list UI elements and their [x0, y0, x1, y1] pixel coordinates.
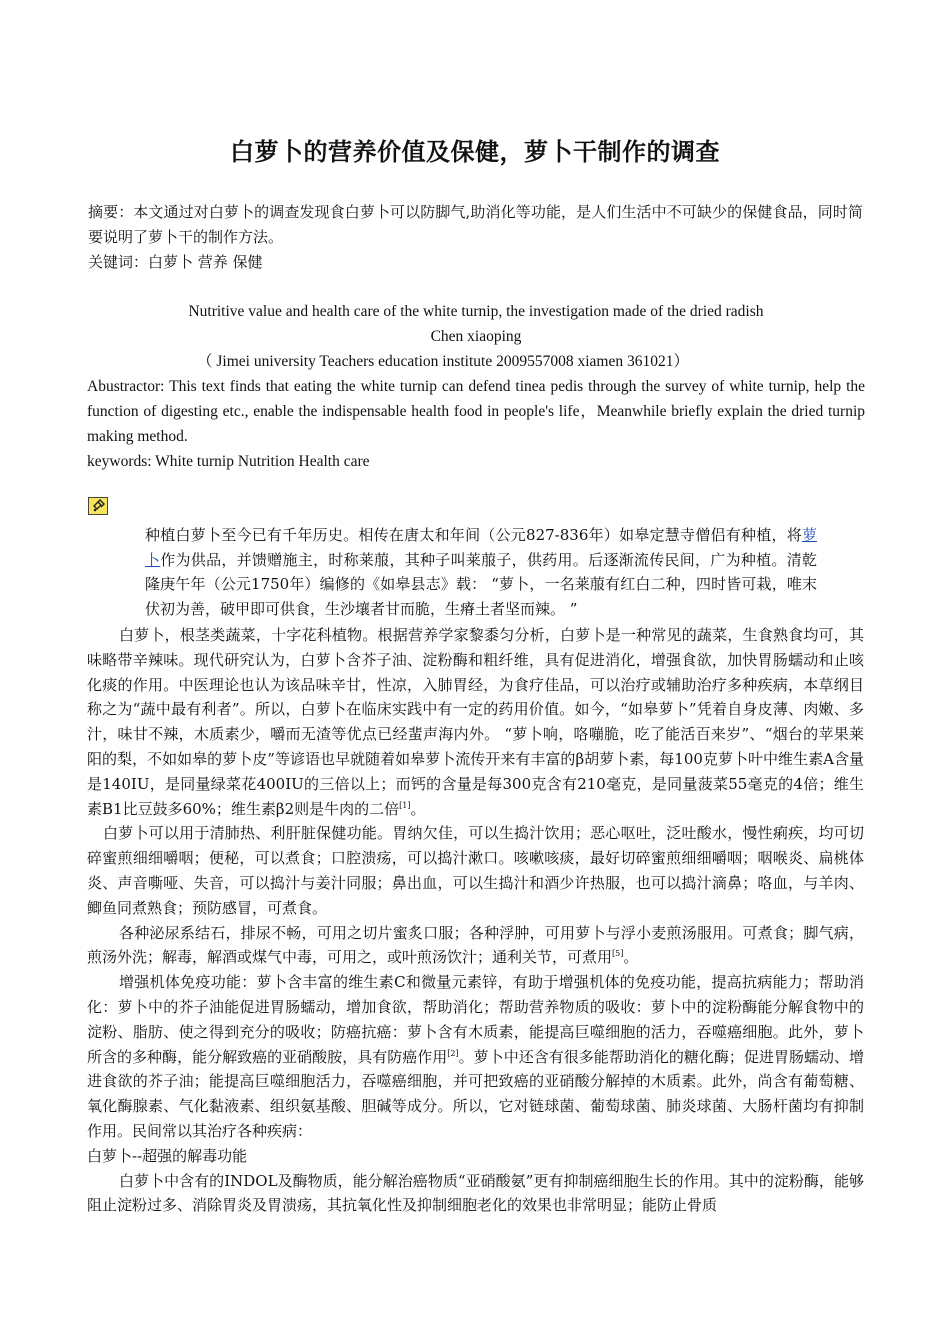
english-keywords: keywords: White turnip Nutrition Health care: [87, 453, 370, 470]
english-abstract-section: [87, 299, 865, 474]
paragraph-4-end: 。萝卜中还含有很多能帮助消化的糖化酶；促进胃肠蠕动、增进食欲的芥子油；能提高巨噬细胞活力，吞噬癌细胞，并可把致癌的亚硝酸分解掉的木质素。此外，尚含有葡萄糖、氧化酶腺素、气化黏液素、组织氨基酸、胆碱等成分。所以，它对链球菌、葡萄球菌、肺炎球菌、大肠杆菌均有抑制作用。民间常以其治疗各种疾病：: [87, 1047, 864, 1140]
english-abstract: Abustractor: This text finds that eating the white turnip can defend tinea pedis through the survey of white turnip, help the function of digesting etc., enable the indispensable health food in people's life，Meanwhile briefly explain the dried turnip making method.: [87, 378, 865, 445]
section-heading: 白萝卜--超强的解毒功能: [87, 1146, 248, 1165]
paragraph-4-text: 增强机体免疫功能：萝卜含丰富的维生素C和微量元素锌，有助于增强机体的免疫功能，提高抗病能力；帮助消化：萝卜中的芥子油能促进胃肠蠕动，增加食欲，帮助消化；帮助营养物质的吸收：萝卜中的淀粉酶能分解食物中的淀粉、脂肪、使之得到充分的吸收；防癌抗癌：萝卜含有木质素，能提高巨噬细胞的活力，吞噬癌细胞。此外，萝卜所含的多种酶，能分解致癌的亚硝酸胺，具有防癌作用: [87, 973, 864, 1066]
paragraph-3-end: 。: [623, 948, 639, 967]
author-affiliation: （ Jimei university Teachers education institute 2009557008 xiamen 361021）: [197, 353, 689, 370]
body-section: [87, 623, 864, 1218]
body-paragraph-5: 白萝卜中含有的INDOL及酶物质，能分解治癌物质“亚硝酸氨”更有抑制癌细胞生长的作用。其中的淀粉酶，能够阻止淀粉过多、消除胃炎及胃溃疡，其抗氧化性及抑制细胞老化的效果也非常明显；能防止骨质: [87, 1171, 864, 1215]
page-title: 白萝卜的营养价值及保健，萝卜干制作的调查: [230, 137, 720, 166]
radish-link[interactable]: 萝卜: [145, 526, 817, 569]
paragraph-1-end: 。: [410, 799, 426, 818]
intro-text-1: 种植白萝卜至今已有千年历史。相传在唐太和年间（公元827-836年）如皋定慧寺僧侣有种植，将: [145, 526, 802, 544]
citation-2: [2]: [447, 1048, 459, 1058]
author-name: Chen xiaoping: [430, 328, 522, 345]
chinese-abstract-section: [88, 200, 863, 275]
citation-1: [1]: [399, 800, 411, 810]
intro-paragraph: [145, 523, 817, 621]
body-paragraph-1: [87, 623, 864, 821]
chinese-abstract: 摘要：本文通过对白萝卜的调查发现食白萝卜可以防脚气,助消化等功能，是人们生活中不可缺少的保健食品，同时简要说明了萝卜干的制作方法。: [88, 203, 863, 246]
document-link-icon[interactable]: [88, 497, 108, 515]
body-paragraph-3: [87, 921, 864, 971]
paragraph-3-text: 各种泌尿系结石，排尿不畅，可用之切片蜜炙口服；各种浮肿，可用萝卜与浮小麦煎汤服用。可煮食；脚气病，煎汤外洗；解毒，解酒或煤气中毒，可用之，或叶煎汤饮汁；通利关节，可煮用: [87, 923, 864, 967]
body-paragraph-4: [87, 970, 864, 1144]
document-link-icon-glyph: [89, 498, 107, 514]
intro-text-2: 作为供品，并馈赠施主，时称莱菔，其种子叫莱菔子，供药用。后逐渐流传民间，广为种植。清乾隆庚午年（公元1750年）编修的《如皋县志》载： “萝卜，一名莱菔有红白二种，四时皆可栽，唯末伏初为善，破甲即可供食，生沙壤者甘而脆，生瘠土者坚而辣。 ”: [145, 550, 817, 618]
citation-5: [5]: [612, 949, 624, 959]
body-paragraph-2: 白萝卜可以用于清肺热、利肝脏保健功能。胃纳欠佳，可以生捣汁饮用；恶心呕吐，泛吐酸水，慢性痢疾，均可切碎蜜煎细细嚼咽；便秘，可以煮食；口腔溃疡，可以捣汁漱口。咳嗽咳痰，最好切碎蜜煎细细嚼咽；咽喉炎、扁桃体炎、声音嘶哑、失音，可以捣汁与姜汁同服；鼻出血，可以生捣汁和酒少许热服，也可以捣汁滴鼻；咯血，与羊肉、鲫鱼同煮熟食；预防感冒，可煮食。: [87, 824, 864, 917]
english-title: Nutritive value and health care of the white turnip, the investigation made of the dried radish: [188, 303, 764, 320]
paragraph-1-text: 白萝卜，根茎类蔬菜，十字花科植物。根据营养学家黎黍匀分析，白萝卜是一种常见的蔬菜，生食熟食均可，其味略带辛辣味。现代研究认为，白萝卜含芥子油、淀粉酶和粗纤维，具有促进消化，增强食欲，加快胃肠蠕动和止咳化痰的作用。中医理论也认为该品味辛甘，性凉，入肺胃经，为食疗佳品，可以治疗或辅助治疗多种疾病，本草纲目称之为“蔬中最有利者”。所以，白萝卜在临床实践中有一定的药用价值。如今，“如皋萝卜”凭着自身皮薄、肉嫩、多汁，味甘不辣，木质素少，嚼而无渣等优点已经蜚声海内外。 “萝卜响，咯嘣脆，吃了能活百来岁”、“烟台的苹果莱阳的梨，不如如皋的萝卜皮”等谚语也早就随着如皋萝卜流传开来有丰富的β胡萝卜素，每100克萝卜叶中维生素A含量是140IU，是同量绿菜花400IU的三倍以上；而钙的含量是每300克含有210毫克，是同量菠菜55毫克的4倍；维生素B1比豆鼓多60%；维生素β2则是牛肉的二倍: [87, 626, 864, 818]
chinese-keywords: 关键词：白萝卜 营养 保健: [88, 253, 263, 271]
